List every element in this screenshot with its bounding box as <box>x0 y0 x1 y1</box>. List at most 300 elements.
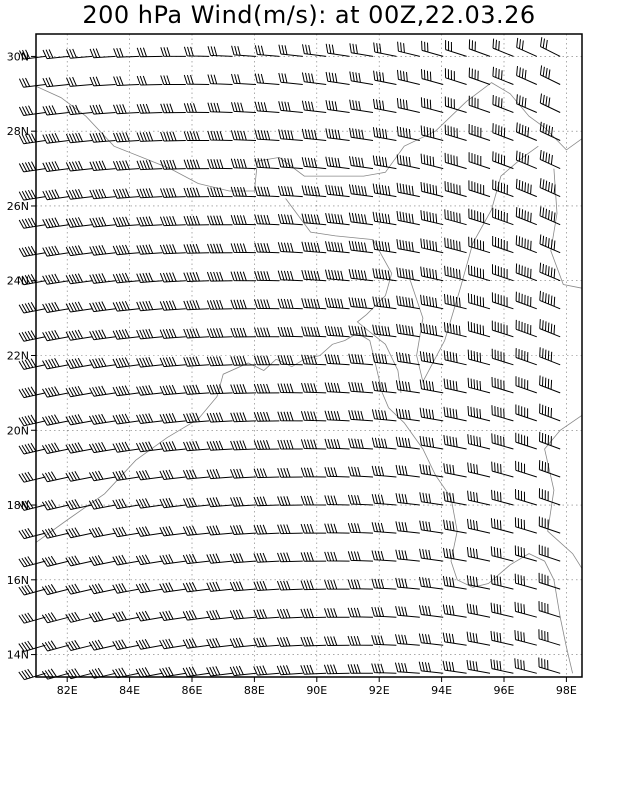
wind-barb <box>325 354 349 365</box>
wind-barb <box>302 214 326 225</box>
lat-tick-label: 22N <box>6 349 29 363</box>
wind-barb <box>232 46 256 57</box>
lat-tick-label: 14N <box>6 648 29 662</box>
wind-barb <box>540 150 560 169</box>
wind-barb <box>469 152 490 168</box>
wind-barb <box>113 217 139 227</box>
wind-barb <box>444 548 467 561</box>
wind-barb <box>43 302 69 312</box>
wind-barb <box>302 129 326 141</box>
wind-barb <box>326 72 350 85</box>
wind-barb <box>492 462 514 477</box>
wind-barb <box>137 414 163 424</box>
wind-barb <box>540 94 560 113</box>
wind-barb <box>373 184 396 197</box>
wind-barb <box>137 245 163 255</box>
wind-barb <box>207 328 232 337</box>
wind-barb <box>113 527 139 537</box>
wind-barb <box>231 300 256 309</box>
wind-barb <box>113 611 139 621</box>
lat-tick-label: 30N <box>6 50 29 64</box>
wind-barb <box>302 157 326 168</box>
wind-barb <box>137 217 163 227</box>
lon-tick-label: 92E <box>368 684 390 697</box>
wind-barb <box>230 582 256 591</box>
wind-barb <box>184 413 210 423</box>
wind-barb <box>231 159 256 169</box>
wind-barb <box>491 575 513 590</box>
wind-barb <box>184 160 209 169</box>
lon-tick-label: 82E <box>56 684 78 697</box>
wind-barb <box>540 319 560 337</box>
wind-barb <box>90 77 116 86</box>
wind-barb <box>396 578 420 589</box>
wind-barb <box>278 242 303 252</box>
wind-barb <box>515 574 537 589</box>
wind-barb <box>136 611 162 621</box>
wind-barb <box>160 357 186 367</box>
wind-barb <box>42 528 68 538</box>
wind-barb <box>43 105 69 115</box>
wind-barb <box>325 524 350 534</box>
wind-barb <box>301 552 326 561</box>
wind-barb <box>372 551 396 562</box>
wind-barb <box>493 208 514 225</box>
wind-barb <box>349 297 373 309</box>
wind-barb <box>42 584 69 594</box>
wind-barb <box>445 125 466 141</box>
wind-barb <box>420 351 443 365</box>
wind-barb <box>350 43 373 56</box>
coastline-segment <box>545 415 582 568</box>
wind-barb <box>184 216 209 225</box>
wind-barb <box>67 77 93 86</box>
wind-barb <box>468 293 490 309</box>
wind-barb <box>208 159 233 168</box>
wind-barb <box>184 357 210 367</box>
wind-barb <box>469 265 490 281</box>
wind-barb <box>302 298 327 309</box>
wind-barb <box>136 555 162 565</box>
wind-barb <box>208 187 233 196</box>
wind-barb <box>183 639 209 649</box>
wind-barb <box>90 217 116 227</box>
wind-barb <box>89 414 115 424</box>
wind-barb <box>137 188 163 198</box>
wind-barb <box>232 74 257 85</box>
wind-barb <box>420 464 443 477</box>
wind-barb <box>301 609 326 618</box>
wind-barb <box>516 489 537 505</box>
wind-barb <box>43 330 69 341</box>
wind-barb <box>137 385 163 395</box>
coastline-segment <box>410 146 538 382</box>
wind-barb <box>278 440 303 449</box>
wind-barb <box>445 153 467 169</box>
wind-barb <box>183 667 209 677</box>
wind-barb <box>444 350 466 364</box>
wind-barb <box>231 469 257 478</box>
wind-barb <box>42 641 69 651</box>
wind-barb <box>372 494 396 505</box>
lon-tick-label: 88E <box>243 684 265 697</box>
wind-barb <box>160 301 186 311</box>
wind-barb <box>445 238 467 253</box>
lon-tick-label: 94E <box>431 684 453 697</box>
wind-barb <box>66 105 92 115</box>
wind-barb <box>397 352 420 365</box>
wind-barb <box>301 637 326 646</box>
wind-barb <box>540 291 560 309</box>
wind-barb <box>516 320 537 337</box>
wind-barb <box>231 412 256 421</box>
wind-barb <box>326 213 350 225</box>
wind-barb <box>160 470 186 480</box>
wind-barb <box>160 385 186 395</box>
wind-barb <box>493 39 513 57</box>
wind-barb <box>278 214 302 225</box>
wind-barb <box>160 667 186 677</box>
wind-barb <box>113 273 139 283</box>
wind-barb <box>66 274 92 284</box>
wind-barb <box>348 580 373 590</box>
wind-barb <box>160 244 186 254</box>
wind-barb <box>422 41 444 57</box>
wind-barb <box>445 68 466 84</box>
wind-barb <box>19 472 46 482</box>
wind-barb <box>19 302 45 313</box>
wind-barb <box>137 329 163 339</box>
wind-barb <box>350 72 373 85</box>
lat-tick-label: 18N <box>6 499 29 513</box>
wind-barb <box>231 356 256 365</box>
wind-barb <box>42 556 69 566</box>
wind-barb <box>89 442 115 452</box>
wind-barb <box>374 99 397 113</box>
wind-barb <box>493 95 514 113</box>
wind-barb <box>516 461 537 477</box>
wind-barb <box>444 322 466 337</box>
wind-barb <box>161 104 186 113</box>
wind-barb <box>19 331 45 342</box>
wind-barb <box>421 210 443 225</box>
wind-barb <box>113 386 139 396</box>
wind-barb <box>90 245 116 255</box>
wind-barb <box>137 132 162 141</box>
wind-barb <box>348 636 373 645</box>
wind-barb <box>254 497 279 506</box>
lon-tick-label: 96E <box>493 684 515 697</box>
wind-barb <box>279 101 303 112</box>
wind-barb <box>349 184 373 196</box>
lat-tick-label: 24N <box>6 274 29 288</box>
wind-barb <box>279 73 303 85</box>
wind-barb <box>278 553 303 562</box>
wind-barb <box>161 132 186 141</box>
wind-barb <box>207 469 233 479</box>
wind-barb <box>419 634 443 646</box>
wind-barb <box>137 357 163 367</box>
wind-barb <box>66 358 92 368</box>
wind-barb <box>136 470 162 480</box>
wind-barb <box>19 528 46 538</box>
wind-barb <box>255 45 279 56</box>
wind-barb <box>208 131 233 141</box>
wind-barb <box>301 665 326 674</box>
wind-barb <box>516 348 537 365</box>
wind-barb <box>231 328 256 337</box>
wind-barb <box>349 410 373 421</box>
wind-barb <box>161 188 186 197</box>
wind-barb <box>89 527 115 537</box>
wind-barb <box>231 272 256 281</box>
wind-barb <box>493 236 514 253</box>
wind-barb <box>89 555 115 565</box>
wind-barb <box>19 557 46 567</box>
wind-barb <box>255 215 280 225</box>
wind-barb <box>207 666 233 676</box>
wind-barb <box>446 40 467 56</box>
wind-barb <box>540 347 561 365</box>
wind-barb <box>396 437 420 449</box>
wind-barb <box>160 273 186 283</box>
wind-barb <box>420 323 443 337</box>
wind-barb <box>43 246 69 256</box>
wind-barb <box>467 660 490 673</box>
wind-barb <box>516 179 536 197</box>
wind-barb <box>301 496 326 505</box>
wind-barb <box>255 243 280 253</box>
wind-barb <box>113 583 139 593</box>
wind-barb <box>493 151 514 168</box>
wind-barb <box>349 382 373 393</box>
wind-barb <box>467 604 490 618</box>
wind-barb <box>207 356 232 365</box>
wind-barb <box>325 608 350 617</box>
wind-barb <box>19 669 46 679</box>
wind-barb <box>184 300 209 310</box>
wind-barb <box>421 154 443 169</box>
wind-barb <box>540 235 560 253</box>
wind-barb <box>397 98 419 112</box>
wind-barb <box>325 467 350 477</box>
wind-barb <box>372 607 397 617</box>
wind-barb <box>443 633 466 646</box>
wind-barb <box>468 434 490 449</box>
wind-barb <box>114 48 139 57</box>
wind-barb <box>184 244 209 253</box>
wind-barb <box>89 584 115 594</box>
wind-barb <box>398 70 420 85</box>
wind-barb <box>492 321 513 337</box>
wind-barb <box>113 442 139 452</box>
wind-barb <box>208 216 233 225</box>
wind-barb <box>66 161 92 171</box>
wind-barb <box>19 246 45 256</box>
wind-barb <box>492 490 514 505</box>
lat-tick-label: 26N <box>6 199 29 213</box>
wind-barb <box>231 441 256 450</box>
wind-barb <box>540 178 560 196</box>
wind-barb <box>515 630 537 645</box>
wind-barb <box>372 635 397 645</box>
wind-barb <box>420 408 443 421</box>
wind-barb <box>372 409 396 421</box>
coastline-segment <box>276 333 388 408</box>
wind-barb <box>184 103 209 112</box>
wind-barb <box>539 460 560 477</box>
wind-barb <box>113 245 139 255</box>
wind-barb <box>540 404 561 421</box>
wind-barb <box>161 76 186 85</box>
wind-barb <box>183 498 209 508</box>
wind-barb <box>136 583 162 593</box>
wind-barb <box>160 216 185 225</box>
wind-barb <box>278 384 303 393</box>
lat-tick-label: 16N <box>6 573 29 587</box>
wind-barb <box>160 554 186 564</box>
wind-barb <box>373 353 397 365</box>
wind-barb <box>469 39 490 56</box>
wind-barb <box>19 613 46 623</box>
wind-barb <box>19 218 45 228</box>
wind-barb <box>42 613 69 623</box>
wind-barb <box>254 469 279 478</box>
wind-barb <box>324 665 349 674</box>
wind-barb <box>183 470 209 480</box>
wind-barb <box>230 553 256 562</box>
wind-barb <box>183 554 209 564</box>
wind-barb <box>515 517 536 533</box>
wind-barb <box>254 581 280 590</box>
wind-barb <box>539 545 560 561</box>
wind-barb <box>160 639 186 649</box>
wind-barb <box>325 439 350 449</box>
wind-barb <box>515 546 537 562</box>
wind-barb <box>277 581 302 590</box>
wind-barb <box>254 525 279 534</box>
wind-barb <box>325 326 349 337</box>
wind-barb <box>445 294 467 309</box>
wind-barb <box>208 75 233 85</box>
lon-tick-label: 86E <box>181 684 203 697</box>
wind-barb <box>66 443 92 454</box>
wind-barb <box>207 610 233 620</box>
wind-barbs <box>19 37 560 679</box>
wind-barb <box>137 48 162 57</box>
wind-barb <box>421 295 444 309</box>
wind-barb <box>469 180 490 196</box>
wind-barb <box>66 414 92 425</box>
wind-barb <box>114 132 140 142</box>
wind-barb <box>161 47 186 56</box>
wind-barb <box>207 300 232 309</box>
wind-barb <box>301 411 326 421</box>
wind-barb <box>397 239 420 253</box>
wind-barb <box>66 189 92 199</box>
wind-barb <box>19 190 45 200</box>
wind-barb <box>301 524 326 533</box>
wind-barb <box>302 355 327 365</box>
wind-barb <box>43 218 69 228</box>
wind-barb <box>207 526 233 536</box>
wind-barb <box>66 640 93 650</box>
wind-barb <box>302 327 327 337</box>
wind-barb <box>516 292 537 309</box>
wind-barb <box>43 387 69 398</box>
wind-barb <box>492 405 514 421</box>
lat-tick-label: 28N <box>6 125 29 139</box>
wind-barb <box>184 272 209 281</box>
wind-barb <box>114 76 139 85</box>
wind-barb <box>231 187 256 197</box>
wind-barb <box>66 386 92 397</box>
wind-barb <box>398 42 420 57</box>
wind-barb <box>348 551 373 561</box>
wind-barb <box>468 350 490 365</box>
wind-barb <box>326 128 350 140</box>
longitude-labels <box>57 684 577 697</box>
wind-barb <box>325 411 350 421</box>
wind-barb <box>516 376 537 393</box>
wind-barb <box>349 438 373 449</box>
lon-tick-label: 98E <box>555 684 577 697</box>
wind-barb <box>255 271 280 281</box>
wind-barb <box>492 433 514 449</box>
wind-barb <box>421 182 443 197</box>
wind-barb <box>255 74 279 85</box>
wind-barb <box>43 358 69 369</box>
wind-barb <box>89 640 115 650</box>
wind-barb <box>113 301 139 311</box>
wind-barb <box>255 158 280 168</box>
wind-barb <box>113 329 139 339</box>
wind-barb <box>90 386 116 396</box>
wind-barb <box>420 577 444 589</box>
wind-barb <box>161 160 186 169</box>
wind-barb <box>136 442 162 452</box>
wind-barb <box>516 207 537 225</box>
wind-barb <box>372 522 396 533</box>
wind-barb <box>160 329 186 339</box>
wind-barb <box>208 244 233 253</box>
wind-barb <box>114 104 140 113</box>
wind-barb <box>231 215 256 225</box>
wind-barb <box>255 102 279 113</box>
wind-barb <box>491 603 513 618</box>
wind-barb <box>90 105 116 114</box>
wind-barb <box>136 498 162 508</box>
wind-barb <box>396 521 420 533</box>
wind-barb <box>113 161 139 171</box>
wind-barb <box>540 376 561 393</box>
wind-barb <box>254 666 280 676</box>
lat-tick-label: 20N <box>6 424 29 438</box>
wind-barb <box>67 49 93 58</box>
wind-barb <box>420 436 443 449</box>
wind-barb <box>469 209 490 225</box>
wind-barb <box>254 609 280 618</box>
wind-barb <box>396 606 420 617</box>
wind-barb <box>90 189 116 199</box>
wind-barb <box>254 440 279 449</box>
wind-barb <box>183 526 209 536</box>
wind-barb <box>468 491 490 505</box>
wind-barb <box>515 602 537 617</box>
wind-barb <box>516 151 536 169</box>
wind-barb <box>422 69 444 84</box>
wind-barb <box>493 264 514 281</box>
